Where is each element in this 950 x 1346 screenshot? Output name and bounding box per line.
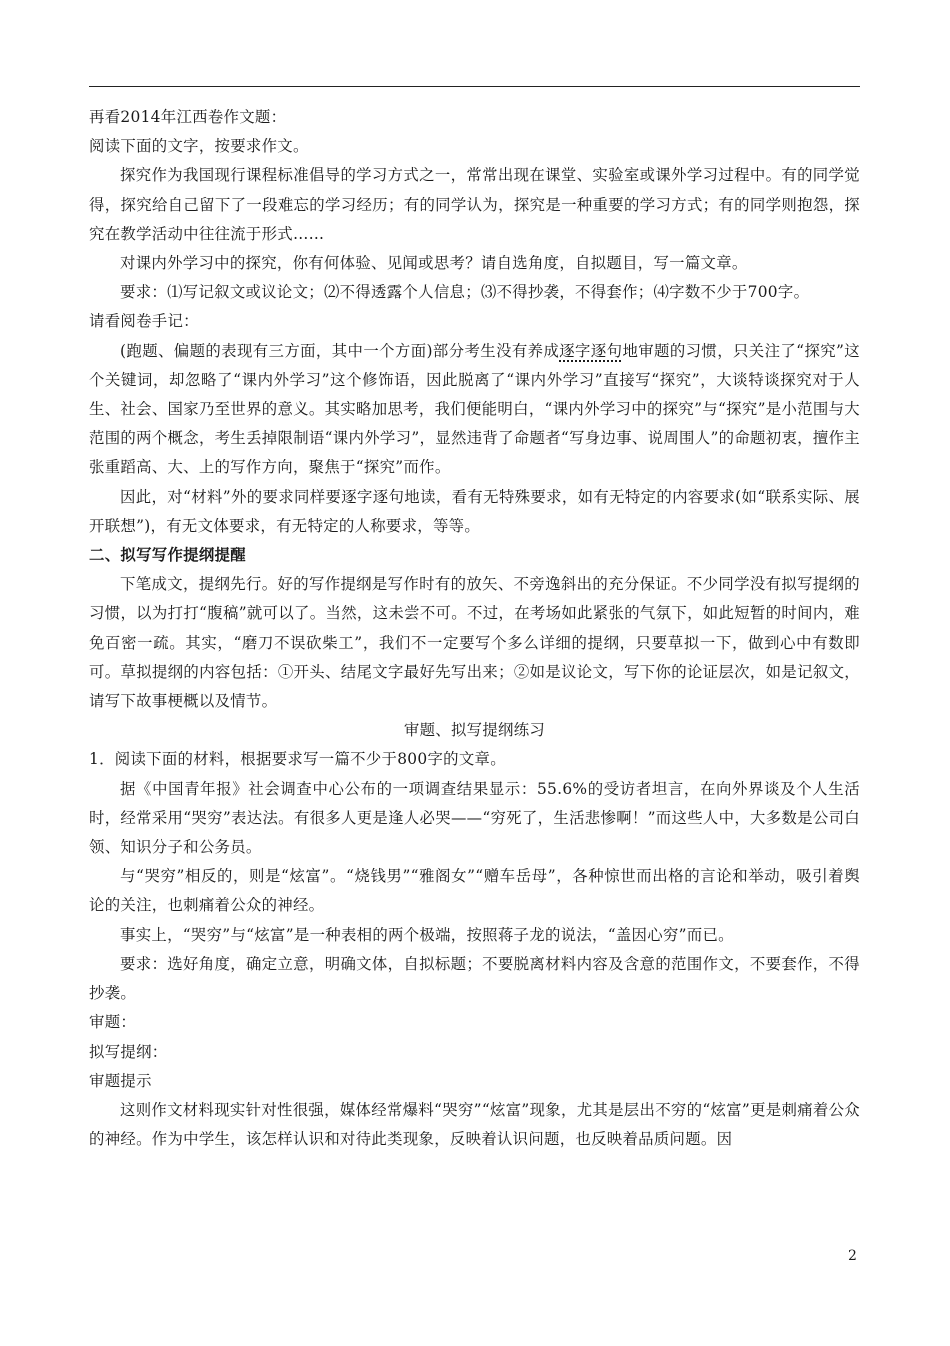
exercise-title: 审题、拟写提纲练习 [403, 721, 546, 740]
hint-heading: 审题提示 [89, 1071, 152, 1090]
paragraph: 要求：选好角度，确定立意，明确文体，自拟标题；不要脱离材料内容及含意的范围作文，不要套作，不得抄袭。 [89, 954, 860, 1003]
paragraph: 再看2014年江西卷作文题： [89, 108, 287, 126]
paragraph: 请看阅卷手记： [89, 312, 199, 331]
paragraph: 因此，对“材料”外的要求同样要逐字逐句地读，看有无特殊要求，如有无特定的内容要求(如“联系实际、展开联想”)，有无文体要求，有无特定的人称要求，等等。 [89, 487, 860, 535]
paragraph: 要求：⑴写记叙文或议论文；⑵不得透露个人信息；⑶不得抄袭，不得套作；⑷字数不少于700字。 [120, 283, 810, 302]
text-run: 地审题的习惯，只关注了“探究”这个关键词，却忽略了“课内外学习”这个修饰语，因此脱离了“课内外学习”直接写“探究”，大谈特谈探究对于人生、社会、国家乃至世界的意义。其实略加思考，我们便能明白，“课内外学习中的探究”与“探究”是小范围与大范围的两个概念，考生丢掉限制语“课内外学习”，显然违背了命题者“写身边事、说周围人”的命题初衷，擅作主张重蹈高、大、上的写作方向，聚焦于“探究”而作。 [89, 341, 860, 477]
paragraph: 这则作文材料现实针对性很强，媒体经常爆料“哭穷”“炫富”现象，尤其是层出不穷的“炫富”更是刺痛着公众的神经。作为中学生，该怎样认识和对待此类现象，反映着认识问题，也反映着品质问题。因 [89, 1100, 860, 1149]
question: 1．阅读下面的材料，根据要求写一篇不少于800字的文章。 [89, 750, 506, 769]
emphasis-dotted-text: 逐字逐句 [559, 341, 623, 360]
text-run: (跑题、偏题的表现有三方面，其中一个方面)部分考生没有养成 [120, 341, 560, 360]
paragraph: 探究作为我国现行课程标准倡导的学习方式之一，常常出现在课堂、实验室或课外学习过程中。有的同学觉得，探究给自己留下了一段难忘的学习经历；有的同学认为，探究是一种重要的学习方式；有的同学则抱怨，探究在教学活动中往往流于形式…… [89, 166, 860, 243]
paragraph: 阅读下面的文字，按要求作文。 [89, 137, 309, 156]
paragraph: 下笔成文，提纲先行。好的写作提纲是写作时有的放矢、不旁逸斜出的充分保证。不少同学没有拟写提纲的习惯，以为打打“腹稿”就可以了。当然，这未尝不可。不过，在考场如此紧张的气氛下，如此短暂的时间内，难免百密一疏。其实，“磨刀不误砍柴工”，我们不一定要写个多么详细的提纲，只要草拟一下，做到心中有数即可。草拟提纲的内容包括：①开头、结尾文字最好先写出来；②如是议论文，写下你的论证层次，如是记叙文，请写下故事梗概以及情节。 [89, 575, 860, 711]
paragraph [89, 337, 860, 483]
paragraph: 与“哭穷”相反的，则是“炫富”。“烧钱男”“雅阁女”“赠车岳母”，各种惊世而出格的言论和举动，吸引着舆论的关注，也刺痛着公众的神经。 [89, 867, 860, 915]
answer-label: 拟写提纲： [89, 1042, 168, 1061]
page-number: 2 [848, 1248, 857, 1264]
section-heading: 二、拟写写作提纲提醒 [89, 546, 246, 565]
paragraph: 据《中国青年报》社会调查中心公布的一项调查结果显示：55.6%的受访者坦言，在向外界谈及个人生活时，经常采用“哭穷”表达法。有很多人更是逢人必哭——“穷死了，生活悲惨啊！”而这些人中，大多数是公司白领、知识分子和公务员。 [89, 779, 860, 857]
answer-label: 审题： [89, 1013, 137, 1032]
header-rule [89, 86, 860, 87]
paragraph: 对课内外学习中的探究，你有何体验、见闻或思考？请自选角度，自拟题目，写一篇文章。 [120, 254, 748, 273]
document-body [89, 103, 860, 1154]
paragraph: 事实上，“哭穷”与“炫富”是一种表相的两个极端，按照蒋子龙的说法，“盖因心穷”而已。 [120, 925, 734, 944]
